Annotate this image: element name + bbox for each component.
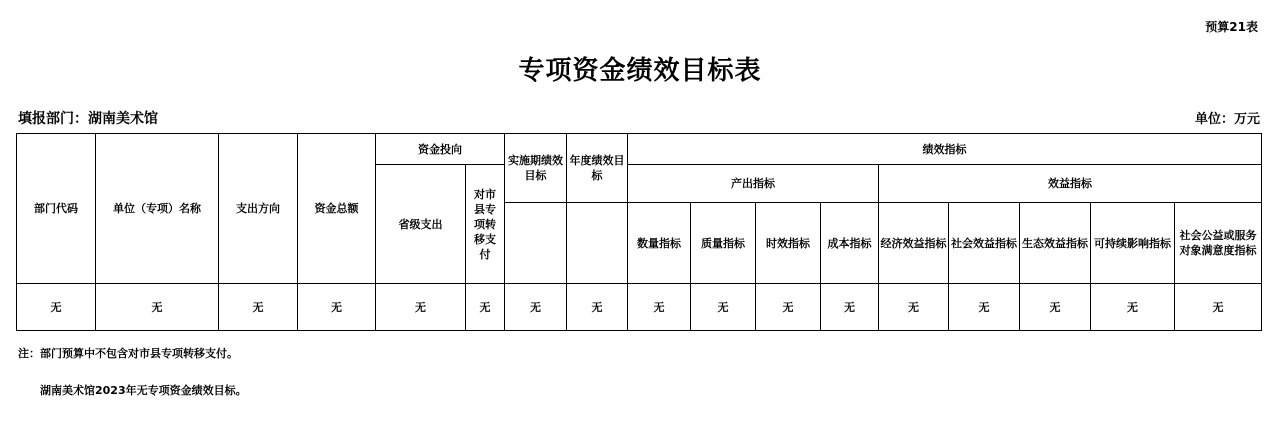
header-provincial-spend: 省级支出 [376,165,466,284]
table-cell: 无 [879,284,949,331]
footnote: 注：部门预算中不包含对市县专项转移支付。 [18,347,238,360]
performance-target-table [16,133,1262,331]
table-cell: 无 [505,284,567,331]
table-cell: 无 [628,284,691,331]
header-sustainable-impact: 可持续影响指标 [1091,203,1175,284]
header-transfer-payment: 对市县专项转移支付 [466,165,505,284]
header-dept-code: 部门代码 [17,134,96,284]
table-cell: 无 [949,284,1020,331]
reporting-department: 填报部门：湖南美术馆 [18,111,158,127]
header-quality: 质量指标 [691,203,756,284]
header-fund-investment: 资金投向 [376,134,505,165]
table-cell: 无 [756,284,821,331]
header-cost: 成本指标 [821,203,879,284]
header-unit-name: 单位（专项）名称 [96,134,219,284]
header-performance-indicators: 绩效指标 [628,134,1262,165]
header-period-goal: 实施期绩效目标 [505,134,567,203]
table-cell: 无 [1175,284,1262,331]
page-title: 专项资金绩效目标表 [518,56,762,86]
table-cell: 无 [1020,284,1091,331]
table-cell: 无 [691,284,756,331]
table-cell: 无 [96,284,219,331]
year-goal-cell [567,203,628,284]
header-social-benefit: 社会效益指标 [949,203,1020,284]
header-output-indicators: 产出指标 [628,165,879,203]
table-cell: 无 [1091,284,1175,331]
unit-label: 单位：万元 [1194,112,1260,127]
table-cell: 无 [219,284,298,331]
form-number: 预算21表 [1205,20,1258,34]
header-economic-benefit: 经济效益指标 [879,203,949,284]
table-cell: 无 [821,284,879,331]
period-goal-cell [505,203,567,284]
table-cell: 无 [567,284,628,331]
statement-text: 湖南美术馆2023年无专项资金绩效目标。 [40,384,247,397]
header-satisfaction: 社会公益或服务对象满意度指标 [1175,203,1262,284]
header-year-goal: 年度绩效目标 [567,134,628,203]
table-cell: 无 [298,284,376,331]
table-cell: 无 [376,284,466,331]
header-benefit-indicators: 效益指标 [879,165,1262,203]
table-cell: 无 [17,284,96,331]
header-timeliness: 时效指标 [756,203,821,284]
header-total-funds: 资金总额 [298,134,376,284]
header-spend-direction: 支出方向 [219,134,298,284]
table-row [17,284,1262,331]
table-cell: 无 [466,284,505,331]
header-ecological-benefit: 生态效益指标 [1020,203,1091,284]
header-quantity: 数量指标 [628,203,691,284]
